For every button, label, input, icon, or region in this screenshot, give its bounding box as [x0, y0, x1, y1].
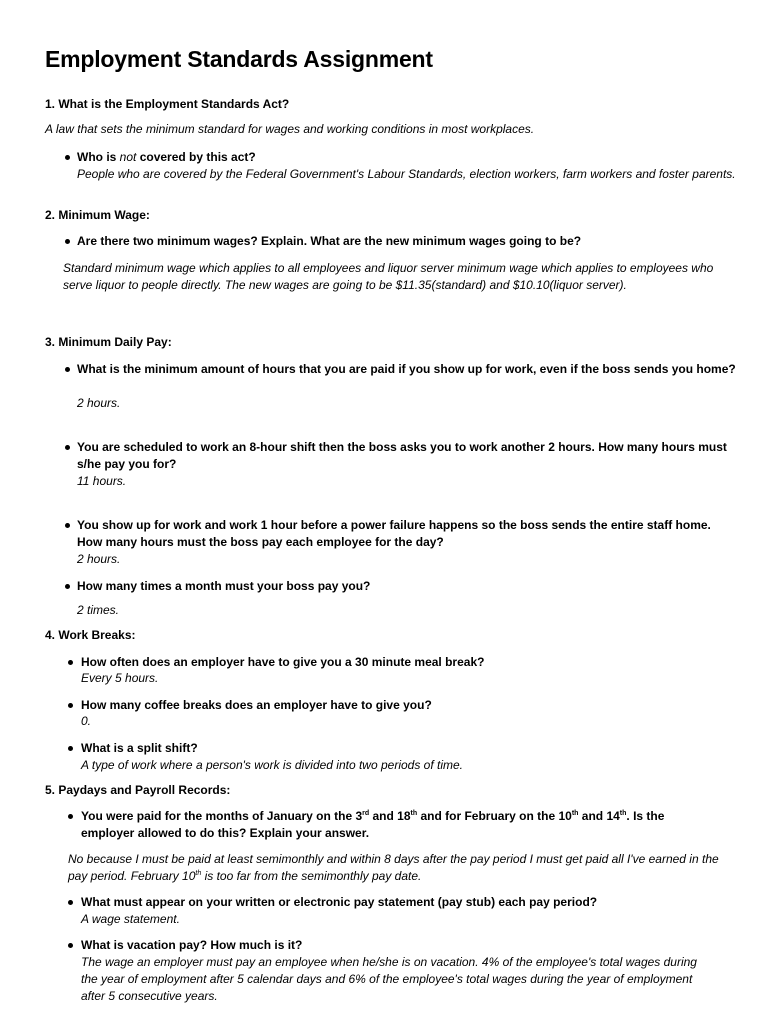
section-1-question-1: Who is not covered by this act?: [77, 150, 256, 164]
section-2-question-1: Are there two minimum wages? Explain. What are the new minimum wages going to be?: [77, 234, 582, 248]
section-3-answer-2: 11 hours.: [77, 474, 127, 488]
section-3-heading: 3. Minimum Daily Pay:: [45, 335, 172, 349]
section-1-heading: 1. What is the Employment Standards Act?: [45, 97, 290, 111]
section-4-answer-1: Every 5 hours.: [81, 671, 159, 685]
section-4-question-2: How many coffee breaks does an employer have to give you?: [81, 698, 432, 712]
section-5-answer-1: No because I must be paid at least semimonthly and within 8 days after the pay period I must get paid all I've earned in the pay period. February 10th is too far from the semimonthly pay date.: [68, 852, 719, 883]
section-4-answer-3: A type of work where a person's work is divided into two periods of time.: [81, 758, 464, 772]
section-3-answer-1: 2 hours.: [77, 396, 121, 410]
section-2-answer-1: Standard minimum wage which applies to all employees and liquor server minimum wage which applies to employees who serve liquor to people directly. The new wages are going to be $11.35(standard) and $10.10(liquor server).: [63, 261, 714, 292]
section-2-heading: 2. Minimum Wage:: [45, 208, 150, 222]
section-1-answer-1: People who are covered by the Federal Government's Labour Standards, election workers, farm workers and foster parents.: [77, 167, 736, 181]
section-5-heading: 5. Paydays and Payroll Records:: [45, 783, 231, 797]
section-3-question-2: You are scheduled to work an 8-hour shift then the boss asks you to work another 2 hours. How many hours must s/he pay you for?: [77, 440, 727, 471]
bullet-icon: [65, 367, 70, 372]
section-5-answer-3: The wage an employer must pay an employee when he/she is on vacation. 4% of the employee's total wages during the year of employment after 5 calendar days and 6% of the employee's total wages during the year of employment after 5 consecutive years.: [81, 955, 697, 1003]
bullet-icon: [68, 746, 73, 751]
section-3-question-4: How many times a month must your boss pay you?: [77, 579, 371, 593]
section-3-question-3: You show up for work and work 1 hour before a power failure happens so the boss sends the entire staff home. How many hours must the boss pay each employee for the day?: [77, 518, 711, 549]
section-3-question-1: What is the minimum amount of hours that you are paid if you show up for work, even if the boss sends you home?: [77, 362, 736, 376]
section-3-answer-3: 2 hours.: [77, 552, 121, 566]
bullet-icon: [65, 584, 70, 589]
bullet-icon: [68, 660, 73, 665]
section-5-question-2: What must appear on your written or electronic pay statement (pay stub) each pay period?: [81, 895, 598, 909]
section-4-heading: 4. Work Breaks:: [45, 628, 136, 642]
bullet-icon: [65, 445, 70, 450]
document-title: Employment Standards Assignment: [45, 46, 433, 72]
section-1-answer: A law that sets the minimum standard for wages and working conditions in most workplaces.: [45, 122, 535, 136]
bullet-icon: [65, 239, 70, 244]
section-4-question-1: How often does an employer have to give you a 30 minute meal break?: [81, 655, 485, 669]
bullet-icon: [68, 703, 73, 708]
section-5-answer-2: A wage statement.: [81, 912, 180, 926]
bullet-icon: [68, 900, 73, 905]
section-4-answer-2: 0.: [81, 714, 92, 728]
bullet-icon: [68, 814, 73, 819]
section-5-question-3: What is vacation pay? How much is it?: [81, 938, 303, 952]
section-4-question-3: What is a split shift?: [81, 741, 198, 755]
bullet-icon: [65, 155, 70, 160]
bullet-icon: [68, 943, 73, 948]
section-5-question-1: You were paid for the months of January on the 3rd and 18th and for February on the 10th and 14th. Is the employer allowed to do this? Explain your answer.: [81, 809, 665, 840]
section-3-answer-4: 2 times.: [77, 603, 120, 617]
bullet-icon: [65, 523, 70, 528]
